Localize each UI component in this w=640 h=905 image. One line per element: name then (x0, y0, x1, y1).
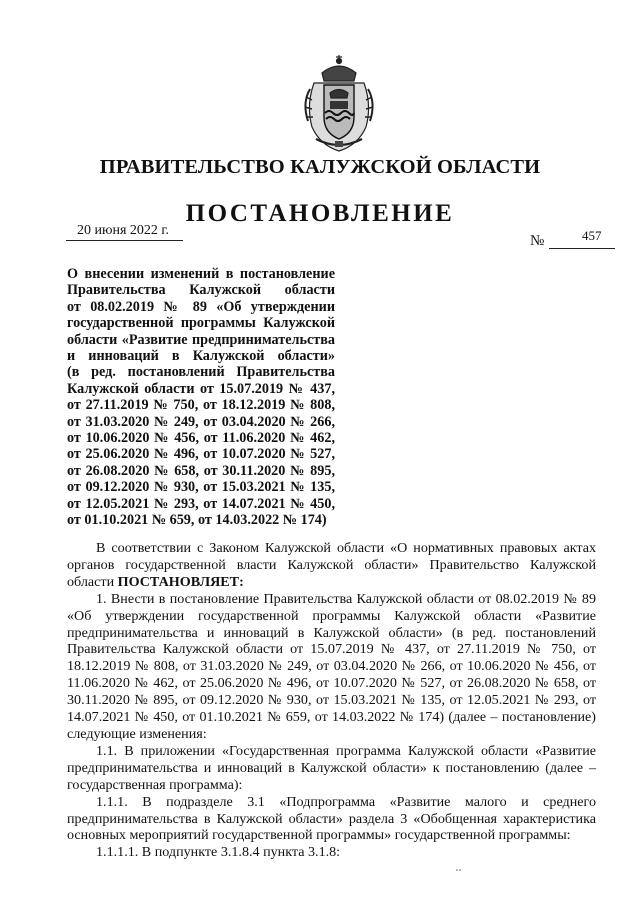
date-underline (66, 240, 183, 241)
heading-line: (в ред. постановлений Правительства (67, 364, 335, 381)
document-date: 20 июня 2022 г. (77, 223, 170, 238)
heading-line: от 26.08.2020 № 658, от 30.11.2020 № 895, (67, 462, 335, 479)
heading-line: от 08.02.2019 № 89 «Об утверждении (67, 298, 335, 315)
government-title: ПРАВИТЕЛЬСТВО КАЛУЖСКОЙ ОБЛАСТИ (99, 156, 541, 178)
number-underline (549, 248, 615, 249)
document-body (67, 540, 596, 861)
heading-line: области «Развитие предпринимательства (67, 331, 335, 348)
heading-line: государственной программы Калужской (67, 315, 335, 332)
heading-line: Калужской области от 15.07.2019 № 437, (67, 380, 335, 397)
coat-of-arms-emblem (300, 55, 378, 155)
heading-line: от 31.03.2020 № 249, от 03.04.2020 № 266, (67, 413, 335, 430)
heading-line: от 12.05.2021 № 293, от 14.07.2021 № 450, (67, 495, 335, 512)
paragraph-1-1-1: 1.1.1. В подразделе 3.1 «Подпрограмма «Развитие малого и среднего предпринимательства в Калужской области» раздела 3 «Обобщенная характеристика основных мероприятий государственной программы» государственной программы: (67, 793, 596, 844)
preamble-paragraph (67, 540, 596, 591)
paragraph-1-1: 1.1. В приложении «Государственная программа Калужской области «Развитие предпринимательства и инноваций в Калужской области» к постановлению (далее – государственная программа): (67, 742, 596, 793)
heading-line: и инноваций в Калужской области» (67, 348, 335, 365)
document-heading (67, 266, 335, 529)
heading-line: от 01.10.2021 № 659, от 14.03.2022 № 174) (67, 512, 327, 529)
heading-line: от 25.06.2020 № 496, от 10.07.2020 № 527, (67, 446, 335, 463)
heading-line: Правительства Калужской области (67, 282, 335, 299)
document-type-title: ПОСТАНОВЛЕНИЕ (185, 200, 455, 227)
paragraph-1-1-1-1: 1.1.1.1. В подпункте 3.1.8.4 пункта 3.1.8: (96, 844, 341, 861)
resolves-keyword: ПОСТАНОВЛЯЕТ: (117, 573, 244, 590)
document-number: 457 (582, 228, 602, 243)
scan-speck (455, 868, 463, 872)
number-label: № (530, 233, 545, 249)
heading-line: от 09.12.2020 № 930, от 15.03.2021 № 135, (67, 479, 335, 496)
paragraph-1: 1. Внести в постановление Правительства Калужской области от 08.02.2019 № 89 «Об утверждении государственной программы Калужской области «Развитие предпринимательства и инноваций в Калужской области» (в ред. постановлений Правительства Калужской области от 15.07.2019 № 437, от 27.11.2019 № 750, от 18.12.2019 № 808, от 31.03.2020 № 249, от 03.04.2020 № 266, от 10.06.2020 № 456, от 11.06.2020 № 462, от 25.06.2020 № 496, от 10.07.2020 № 527, от 26.08.2020 № 658, от 30.11.2020 № 895, от 09.12.2020 № 930, от 15.03.2021 № 135, от 12.05.2021 № 293, от 14.07.2021 № 450, от 01.10.2021 № 659, от 14.03.2022 № 174) (далее – постановление) следующие изменения: (67, 590, 596, 742)
heading-line: О внесении изменений в постановление (67, 266, 335, 282)
preamble-text: В соответствии с Законом Калужской области «О нормативных правовых актах органов государственной власти Калужской области» Правительство Калужской области (67, 540, 596, 590)
heading-line: от 27.11.2019 № 750, от 18.12.2019 № 808, (67, 397, 335, 414)
heading-line: от 10.06.2020 № 456, от 11.06.2020 № 462, (67, 430, 335, 447)
